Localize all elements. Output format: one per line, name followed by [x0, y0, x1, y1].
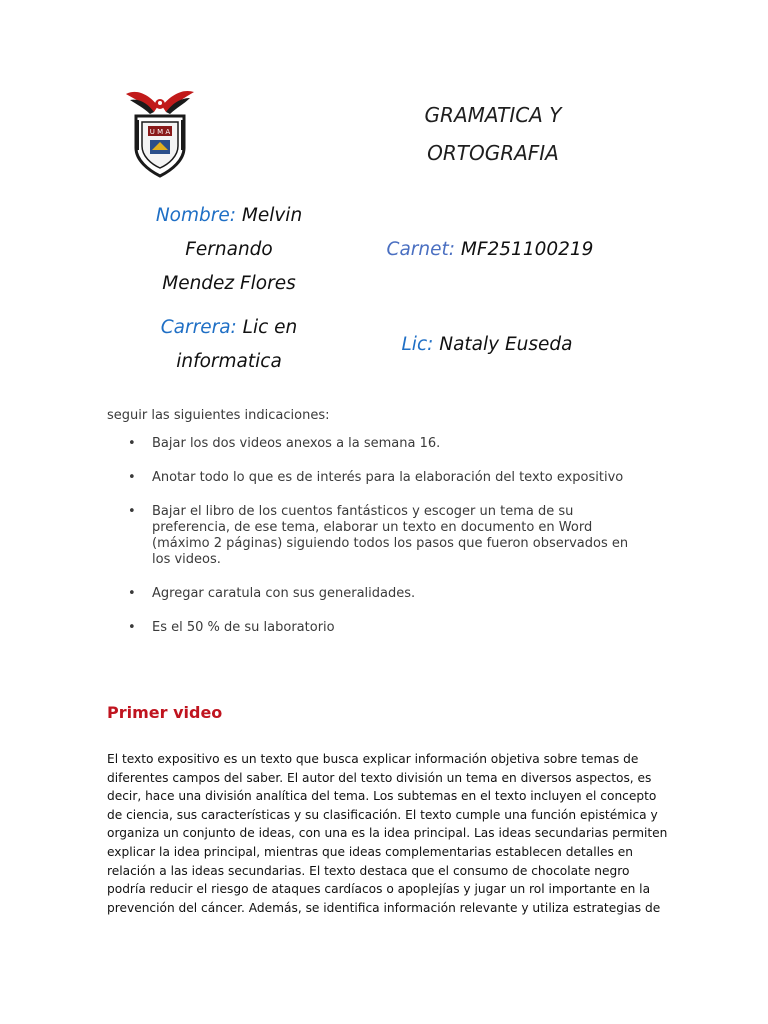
list-item-text: Anotar todo lo que es de interés para la elaboración del texto expositivo	[152, 470, 624, 485]
list-item	[107, 470, 667, 486]
paragraph-line: El texto expositivo es un texto que busca explicar información objetiva sobre temas de	[107, 752, 639, 766]
lic-value: Nataly Euseda	[439, 334, 573, 355]
paragraph-line: diferentes campos del saber. El autor del texto división un tema en diversos aspectos, es	[107, 770, 652, 785]
paragraph-line: relación a las ideas secundarias. El texto destaca que el consumo de chocolate negro	[107, 863, 630, 878]
title-line-2: ORTOGRAFIA	[427, 141, 559, 165]
list-item	[107, 586, 667, 602]
university-crest-icon	[124, 86, 196, 178]
paragraph-line: organiza un conjunto de ideas, con una es la idea principal. Las ideas secundarias permiten	[107, 826, 668, 841]
carnet-label: Carnet:	[386, 239, 456, 260]
svg-text:U M A: U M A	[149, 128, 171, 136]
title-line-1: GRAMATICA Y	[424, 103, 562, 127]
lic-label: Lic:	[401, 334, 434, 355]
bullet-icon: •	[128, 586, 136, 601]
paragraph-line: explicar la idea principal, mientras que ideas complementarias establecen detalles en	[107, 844, 633, 859]
body-paragraph	[107, 750, 668, 917]
list-item-text-line: (máximo 2 páginas) siguiendo todos los pasos que fueron observados en	[152, 536, 629, 551]
list-item-text: Agregar caratula con sus generalidades.	[152, 586, 416, 601]
instructions-list	[107, 436, 667, 654]
list-item-text: Bajar los dos videos anexos a la semana 16.	[152, 436, 441, 451]
paragraph-line: podría reducir el riesgo de ataques cardíacos o apoplejías y jugar un rol importante en la	[107, 882, 651, 897]
paragraph-line: decir, hace una división analítica del tema. Los subtemas en el texto incluyen el concepto	[107, 789, 657, 804]
bullet-icon: •	[128, 620, 136, 635]
list-item-text-line: preferencia, de ese tema, elaborar un texto en documento en Word	[152, 520, 593, 535]
carrera-label: Carrera:	[160, 317, 237, 338]
bullet-icon: •	[128, 436, 136, 451]
carrera-value-line-2: informatica	[176, 351, 282, 372]
bullet-icon: •	[128, 470, 136, 485]
list-item	[107, 620, 667, 636]
list-item-text: Es el 50 % de su laboratorio	[152, 620, 335, 635]
list-item	[107, 436, 667, 452]
lic-field	[384, 328, 590, 362]
carrera-field	[134, 311, 324, 379]
document-title	[380, 96, 606, 172]
nombre-value-line-3: Mendez Flores	[162, 273, 296, 294]
carnet-field	[370, 233, 610, 267]
list-item	[107, 504, 667, 568]
paragraph-line: prevención del cáncer. Además, se identifica información relevante y utiliza estrategias de	[107, 900, 661, 915]
nombre-field	[128, 199, 330, 301]
carrera-value-line-1: Lic en	[242, 317, 298, 338]
carnet-value: MF251100219	[460, 239, 594, 260]
nombre-value-line-1: Melvin	[241, 205, 303, 226]
paragraph-line: de ciencia, sus características y su clasificación. El texto cumple una función epistémica y	[107, 807, 658, 822]
bullet-icon: •	[128, 504, 136, 519]
nombre-label: Nombre:	[155, 205, 236, 226]
nombre-value-line-2: Fernando	[185, 239, 273, 260]
list-item-text-line: Bajar el libro de los cuentos fantásticos y escoger un tema de su	[152, 504, 574, 519]
list-item-text-line: los videos.	[152, 552, 221, 567]
section-heading: Primer video	[107, 703, 223, 722]
instructions-intro: seguir las siguientes indicaciones:	[107, 408, 330, 423]
